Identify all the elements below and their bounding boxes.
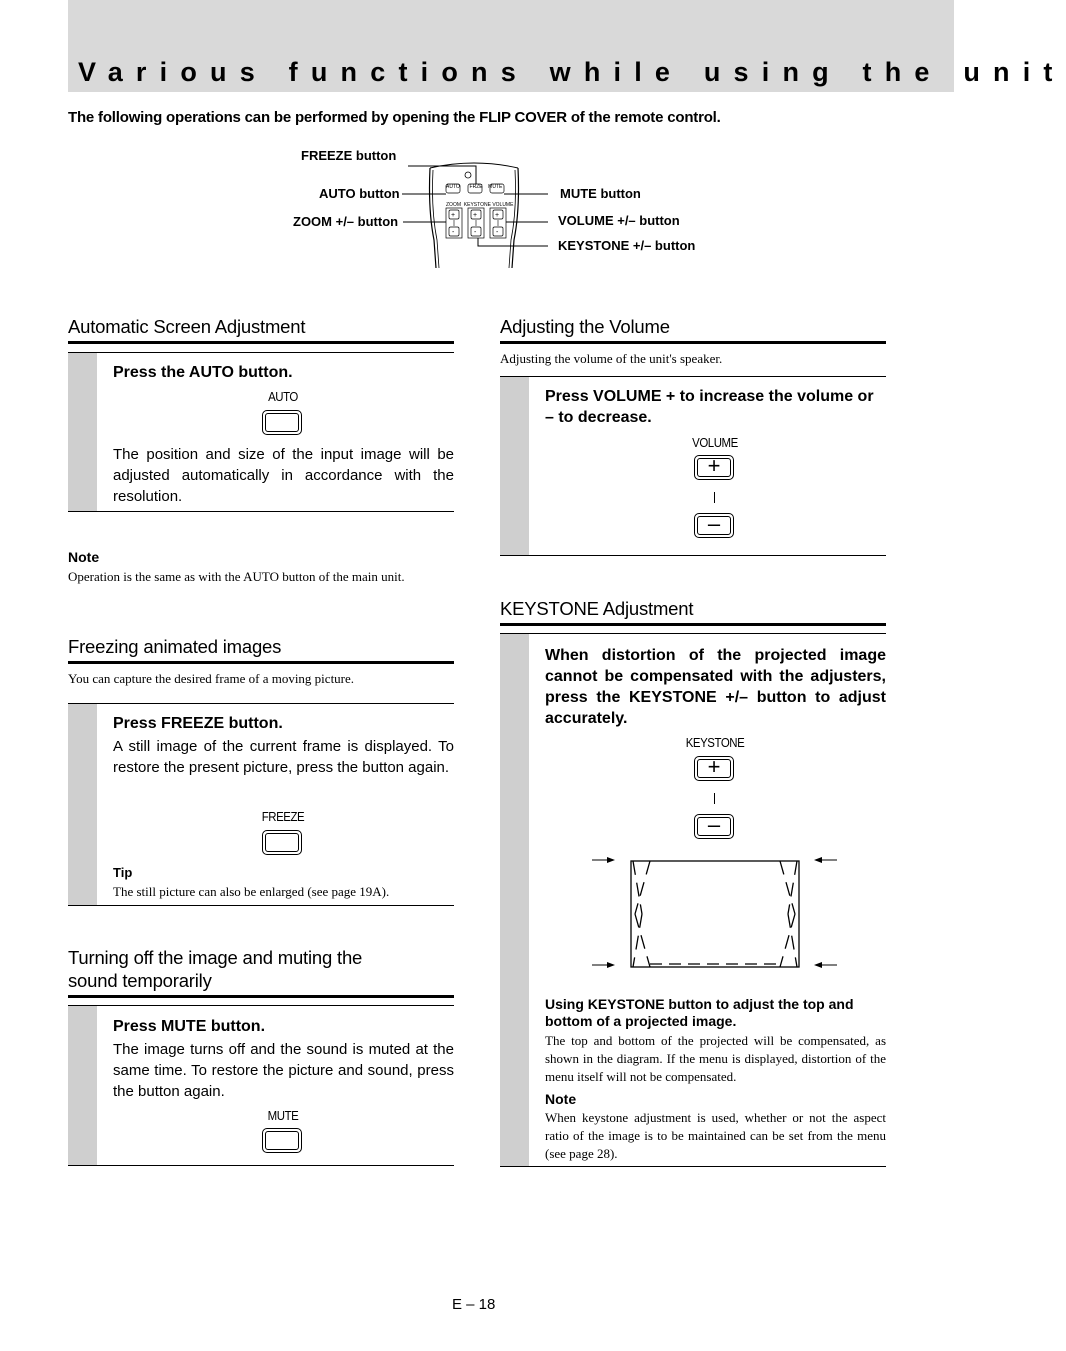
auto-button-label: AUTO	[268, 389, 298, 404]
freeze-rule-bottom	[68, 905, 454, 906]
mute-rule-top	[68, 1005, 454, 1006]
keystone-step-bar	[500, 634, 529, 1166]
keystone-plus-button-illustration: +	[694, 756, 734, 781]
callout-auto: AUTO button	[319, 186, 400, 201]
auto-rule-thick	[68, 341, 454, 344]
auto-body: The position and size of the input image will be adjusted automatically in accordance with the resolution.	[113, 446, 454, 505]
volume-step: Press VOLUME + to increase the volume or – to decrease.	[545, 388, 874, 426]
remote-tiny-labels-2: ZOOM KEYSTONE VOLUME	[446, 202, 514, 208]
freeze-rule-top	[68, 703, 454, 704]
mute-button-illustration	[262, 1128, 302, 1153]
volume-button-label: VOLUME	[692, 435, 738, 450]
keystone-rule-bottom	[500, 1166, 886, 1167]
freeze-button-label: FREEZE	[261, 809, 305, 824]
keystone-note: When keystone adjustment is used, whether or not the aspect ratio of the image is to be maintained can be set from the menu (see page 28).	[545, 1110, 886, 1161]
volume-rule-bottom	[500, 555, 886, 556]
mute-button-label: MUTE	[267, 1108, 299, 1123]
volume-rule-top	[500, 376, 886, 377]
remote-illustration	[400, 150, 560, 270]
mute-body: The image turns off and the sound is muted at the same time. To restore the picture and sound, press the button again.	[113, 1041, 454, 1100]
callout-zoom: ZOOM +/– button	[293, 214, 399, 229]
svg-text:-: -	[474, 229, 477, 236]
callout-freeze: FREEZE button	[301, 148, 397, 163]
volume-step-bar	[500, 377, 529, 555]
keystone-minus-button-illustration: –	[694, 814, 734, 839]
mute-step-bar	[68, 1006, 97, 1165]
keystone-using-heading: Using KEYSTONE button to adjust the top and bottom of a projected image.	[545, 996, 854, 1029]
freeze-button-illustration	[262, 830, 302, 855]
keystone-note-heading: Note	[545, 1091, 577, 1107]
freeze-step-bar	[68, 704, 97, 905]
page-title: Various functions while using the unit	[78, 57, 1066, 87]
auto-step: Press the AUTO button.	[113, 364, 293, 381]
volume-sub: Adjusting the volume of the unit's speaker.	[500, 351, 723, 366]
auto-heading: Automatic Screen Adjustment	[68, 316, 306, 337]
keystone-diagram	[590, 852, 840, 977]
freeze-rule-thick	[68, 661, 454, 664]
auto-step-bar	[68, 353, 97, 511]
svg-text:+: +	[495, 212, 500, 219]
volume-separator	[714, 492, 715, 503]
keystone-rule-top	[500, 633, 886, 634]
freeze-body: A still image of the current frame is displayed. To restore the present picture, press the button again.	[113, 738, 454, 776]
svg-text:+: +	[473, 212, 478, 219]
auto-rule-bottom	[68, 511, 454, 512]
auto-button-illustration	[262, 410, 302, 435]
keystone-separator	[714, 793, 715, 804]
intro-text: The following operations can be performed by opening the FLIP COVER of the remote control.	[68, 109, 721, 126]
volume-rule-thick	[500, 341, 886, 344]
freeze-heading: Freezing animated images	[68, 636, 282, 657]
mute-rule-thick	[68, 995, 454, 998]
callout-keystone: KEYSTONE +/– button	[558, 238, 696, 253]
svg-text:-: -	[452, 229, 455, 236]
mute-heading-line2: sound temporarily	[68, 970, 212, 991]
svg-text:+: +	[451, 212, 456, 219]
mute-step: Press MUTE button.	[113, 1018, 266, 1035]
callout-mute: MUTE button	[560, 186, 641, 201]
keystone-button-label: KEYSTONE	[685, 735, 745, 750]
keystone-using-body: The top and bottom of the projected will be compensated, as shown in the diagram. If the menu is displayed, distortion of the menu itself will not be compensated.	[545, 1033, 886, 1084]
freeze-tip-heading: Tip	[113, 865, 133, 880]
page-number: E – 18	[452, 1296, 496, 1313]
volume-minus-button-illustration: –	[694, 513, 734, 538]
keystone-step: When distortion of the projected image cannot be compensated with the adjusters, press the KEYSTONE +/– button to adjust accurately.	[545, 647, 886, 727]
freeze-tip: The still picture can also be enlarged (see page 19A).	[113, 884, 390, 899]
keystone-heading: KEYSTONE Adjustment	[500, 598, 694, 619]
mute-heading-line1: Turning off the image and muting the	[68, 947, 363, 968]
volume-plus-button-illustration: +	[694, 455, 734, 480]
auto-note-heading: Note	[68, 549, 100, 565]
remote-tiny-labels: AUTO FRZE MUTE	[446, 184, 503, 190]
freeze-step: Press FREEZE button.	[113, 715, 283, 732]
volume-heading: Adjusting the Volume	[500, 316, 670, 337]
mute-rule-bottom	[68, 1165, 454, 1166]
svg-text:-: -	[496, 229, 499, 236]
keystone-rule-thick	[500, 623, 886, 626]
auto-note: Operation is the same as with the AUTO button of the main unit.	[68, 569, 405, 584]
callout-volume: VOLUME +/– button	[558, 213, 680, 228]
freeze-sub: You can capture the desired frame of a moving picture.	[68, 671, 355, 686]
auto-rule-top	[68, 352, 454, 353]
